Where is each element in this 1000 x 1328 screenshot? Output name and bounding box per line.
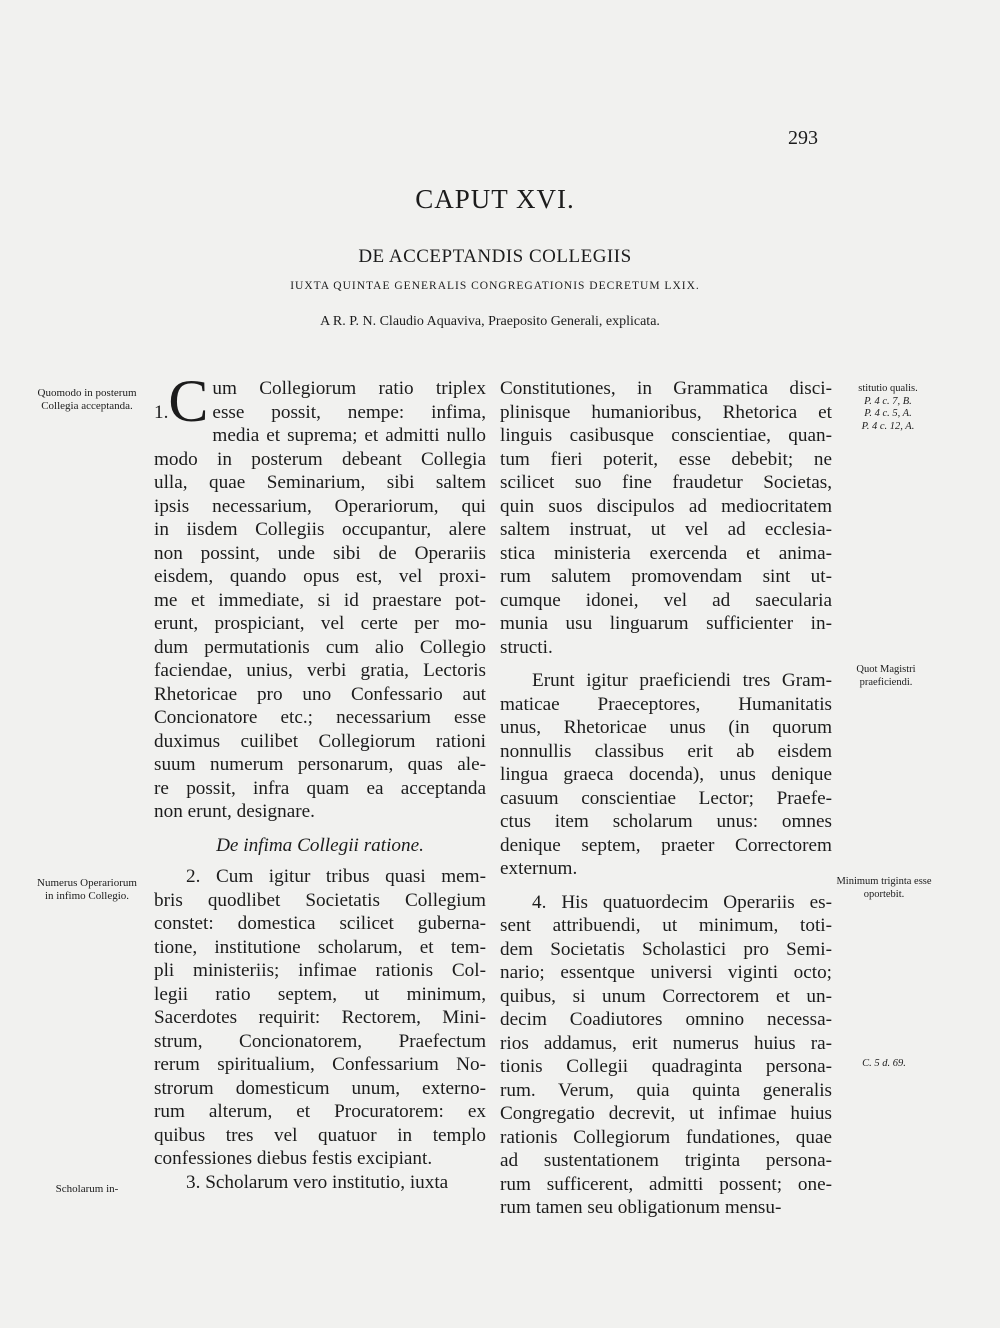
- text-line: in iisdem Collegiis occupantur, alere: [154, 519, 486, 540]
- text-line: rios addamus, erit numerus huius ra-: [500, 1032, 832, 1054]
- paragraph-1: [154, 368, 486, 824]
- author-line: A R. P. N. Claudio Aquaviva, Praeposito Generali, explicata.: [320, 314, 660, 329]
- text-line: rerum spiritualium, Confessarium No-: [154, 1054, 486, 1075]
- text-line: 4. His quatuordecim Operariis es-: [532, 891, 832, 913]
- text-line: ipsis necessarium, Operariorum, qui: [154, 495, 486, 517]
- margin-ref: P. 4 c. 7, B.: [864, 395, 912, 407]
- text-line: munia usu linguarum sufficienter in-: [500, 613, 832, 634]
- margin-note-operarii: Numerus Operariorum in infimo Collegio.: [37, 877, 137, 902]
- text-line: eisdem, quando opus est, vel proxi-: [154, 566, 486, 587]
- text-line: lingua graeca docenda), unus denique: [500, 764, 832, 785]
- page-number: 293: [788, 127, 818, 149]
- text-line: bris quodlibet Societatis Collegium: [154, 889, 486, 911]
- text-line: strorum domesticum unum, externo-: [154, 1077, 486, 1099]
- left-column: [154, 368, 486, 1194]
- text-line: Congregatio decrevit, ut infimae huius: [500, 1103, 832, 1124]
- text-line: rum tamen seu obligationum mensu-: [500, 1197, 782, 1218]
- text-line: Sacerdotes requirit: Rectorem, Mini-: [154, 1007, 486, 1028]
- text-line: linguis casibusque conscientiae, quan-: [500, 425, 832, 446]
- margin-note-institutio-text: stitutio qualis.: [858, 383, 918, 394]
- text-line: ulla, quae Seminarium, sibi saltem: [154, 472, 486, 493]
- text-line: me et immediate, si id praestare pot-: [154, 589, 486, 611]
- text-line: dem Societatis Scholastici pro Semi-: [500, 938, 832, 960]
- paragraph-3: [154, 1171, 486, 1195]
- text-line: legii ratio septem, ut minimum,: [154, 983, 486, 1005]
- text-line: unus, Rhetoricae unus (in quorum: [500, 717, 832, 738]
- text-line: rum sufficerent, admitti possent; one-: [500, 1173, 832, 1195]
- text-line: tione, institutione scholarum, et tem-: [154, 936, 486, 958]
- text-line: cumque idonei, vel ad saecularia: [500, 589, 832, 611]
- text-line: um Collegiorum ratio triplex: [212, 378, 486, 399]
- margin-note-scholarum: Scholarum in-: [55, 1183, 119, 1195]
- text-line: rum salutem promovendam sint ut-: [500, 566, 832, 587]
- text-line: confessiones diebus festis excipiant.: [154, 1148, 433, 1169]
- text-line: nonnullis classibus erit ab eisdem: [500, 740, 832, 762]
- text-line: erunt, prospiciant, vel certe per mo-: [154, 613, 486, 634]
- text-line: non possint, unde sibi de Operariis: [154, 542, 486, 564]
- text-line: nario; essentque universi viginti octo;: [500, 962, 832, 983]
- paragraph-2: [154, 865, 486, 1171]
- text-line: quibus tres vel quatuor in templo: [154, 1124, 486, 1146]
- text-line: 2. Cum igitur tribus quasi mem-: [186, 866, 486, 887]
- paragraph-teachers: [500, 669, 832, 881]
- margin-note-acceptance: Quomodo in posterum Collegia acceptanda.: [37, 387, 137, 412]
- paragraph-number: 1.: [154, 402, 169, 423]
- text-line: strum, Concionatorem, Praefectum: [154, 1030, 486, 1052]
- margin-ref-c5: C. 5 d. 69.: [862, 1058, 906, 1069]
- text-line: tionis Collegii quadraginta persona-: [500, 1056, 832, 1077]
- text-line: tum fieri poterit, esse debebit; ne: [500, 448, 832, 470]
- margin-note-institutio: [838, 383, 938, 433]
- text-line: 3. Scholarum vero institutio, iuxta: [186, 1171, 449, 1193]
- text-line: structi.: [500, 636, 553, 658]
- text-line: rationis Collegiorum fundationes, quae: [500, 1126, 832, 1148]
- text-line: scilicet suo fine fraudetur Societas,: [500, 472, 832, 493]
- margin-note-minimum: Minimum triginta esse oportebit.: [836, 876, 932, 900]
- text-line: stica ministeria exercenda et anima-: [500, 542, 832, 564]
- text-line: maticae Praeceptores, Humanitatis: [500, 693, 832, 715]
- text-line: plinisque humanioribus, Rhetorica et: [500, 401, 832, 423]
- text-line: dum permutationis cum alio Collegio: [154, 636, 486, 658]
- text-line: faciendae, unius, verbi gratia, Lectoris: [154, 660, 486, 681]
- paragraph-4: [500, 891, 832, 1220]
- text-line: denique septem, praeter Correctorem: [500, 834, 832, 856]
- text-line: Rhetoricae pro uno Confessario aut: [154, 683, 486, 705]
- right-column: [500, 377, 832, 1220]
- section-heading: De infima Collegii ratione.: [216, 834, 424, 856]
- text-line: re possit, infra quam ea acceptanda: [154, 777, 486, 799]
- margin-ref: P. 4 c. 12, A.: [861, 420, 915, 432]
- text-line: ctus item scholarum unus: omnes: [500, 811, 832, 832]
- text-line: ad sustentationem triginta persona-: [500, 1150, 832, 1171]
- text-line: esse possit, nempe: infima,: [212, 401, 486, 423]
- drop-cap: C: [168, 368, 209, 434]
- text-line: non erunt, designare.: [154, 801, 315, 822]
- text-line: suum numerum personarum, quas ale-: [154, 754, 486, 775]
- text-line: rum alterum, et Procuratorem: ex: [154, 1101, 486, 1122]
- margin-note-magistri: Quot Magistri praeficiendi.: [856, 664, 916, 688]
- text-line: duximus cuilibet Collegiorum rationi: [154, 730, 486, 752]
- text-line: rum. Verum, quia quinta generalis: [500, 1079, 832, 1101]
- text-line: Constitutiones, in Grammatica disci-: [500, 378, 832, 399]
- text-line: constet: domestica scilicet guberna-: [154, 913, 486, 934]
- text-line: sent attribuendi, ut minimum, toti-: [500, 915, 832, 936]
- text-line: modo in posterum debeant Collegia: [154, 448, 486, 470]
- text-line: saltem instruat, ut vel ad ecclesia-: [500, 519, 832, 540]
- text-line: Erunt igitur praeficiendi tres Gram-: [532, 670, 832, 691]
- text-line: externum.: [500, 858, 578, 879]
- text-line: quibus, si unum Correctorem et un-: [500, 985, 832, 1007]
- text-line: pli ministeriis; infimae rationis Col-: [154, 960, 486, 981]
- paragraph-continuation: [500, 377, 832, 659]
- text-line: casuum conscientiae Lector; Praefe-: [500, 787, 832, 809]
- text-line: media et suprema; et admitti nullo: [212, 425, 486, 446]
- chapter-subtitle: DE ACCEPTANDIS COLLEGIIS: [358, 246, 632, 267]
- margin-ref: P. 4 c. 5, A.: [864, 408, 912, 419]
- text-line: decim Coadiutores omnino necessa-: [500, 1009, 832, 1030]
- text-line: Concionatore etc.; necessarium esse: [154, 707, 486, 728]
- text-line: quin suos discipulos ad mediocritatem: [500, 495, 832, 517]
- decree-line: IUXTA QUINTAE GENERALIS CONGREGATIONIS DECRETUM LXIX.: [290, 280, 700, 292]
- chapter-title: CAPUT XVI.: [415, 184, 575, 214]
